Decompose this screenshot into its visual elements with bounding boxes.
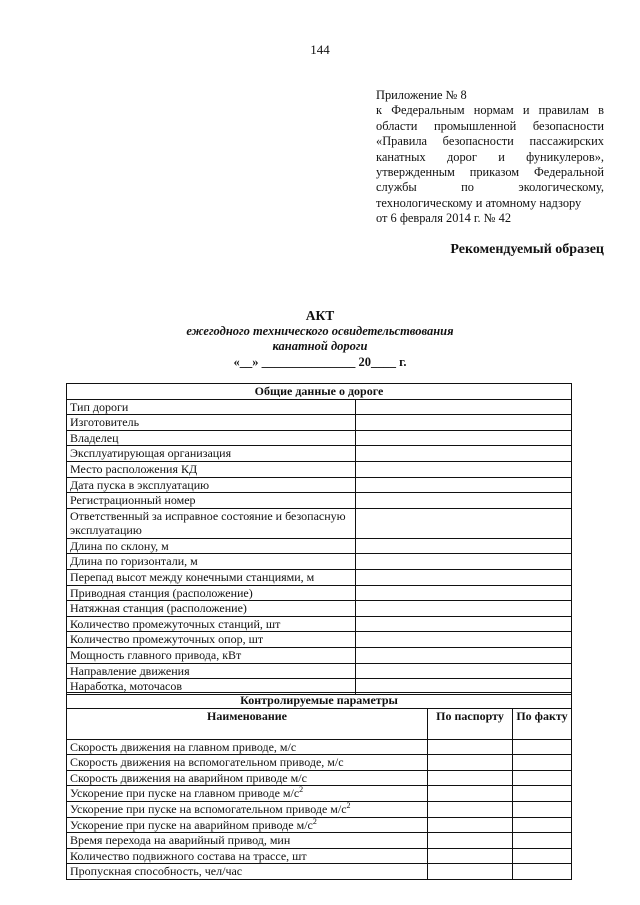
passport-cell[interactable] <box>428 817 513 833</box>
value-cell[interactable] <box>356 647 572 663</box>
table-row <box>67 461 572 477</box>
table-row <box>67 569 572 585</box>
row-label: Дата пуска в эксплуатацию <box>67 477 356 493</box>
table-row <box>67 647 572 663</box>
value-cell[interactable] <box>356 601 572 617</box>
fact-cell[interactable] <box>513 770 572 786</box>
fact-cell[interactable] <box>513 755 572 771</box>
table-row <box>67 616 572 632</box>
fact-cell[interactable] <box>513 864 572 880</box>
row-label: Тип дороги <box>67 399 356 415</box>
value-cell[interactable] <box>356 538 572 554</box>
appendix-line: к Федеральным нормам и правилам в <box>376 103 604 118</box>
table-row <box>67 446 572 462</box>
sample-label: Рекомендуемый образец <box>450 242 604 257</box>
table-row <box>67 493 572 509</box>
act-title: АКТ <box>305 308 335 323</box>
table-row <box>67 538 572 554</box>
row-label: Количество промежуточных опор, шт <box>67 632 356 648</box>
table-row <box>67 508 572 538</box>
table-row <box>67 770 572 786</box>
act-title-block <box>0 308 640 370</box>
fact-cell[interactable] <box>513 848 572 864</box>
table-row <box>67 477 572 493</box>
table-row <box>67 848 572 864</box>
table-row <box>67 601 572 617</box>
value-cell[interactable] <box>356 493 572 509</box>
table-row <box>67 554 572 570</box>
value-cell[interactable] <box>356 461 572 477</box>
row-label: Приводная станция (расположение) <box>67 585 356 601</box>
param-label-cell <box>67 786 428 802</box>
passport-cell[interactable] <box>428 786 513 802</box>
value-cell[interactable] <box>356 616 572 632</box>
page-number: 144 <box>310 42 330 57</box>
appendix-line: утвержденным приказом Федеральной <box>376 165 604 180</box>
params-section-header: Контролируемые параметры <box>67 693 572 709</box>
param-label: Количество подвижного состава на трассе, шт <box>67 848 428 864</box>
row-label: Длина по склону, м <box>67 538 356 554</box>
param-label: Ускорение при пуске на главном приводе м/с <box>70 786 300 801</box>
row-label: Ответственный за исправное состояние и безопасную эксплуатацию <box>67 508 356 538</box>
passport-cell[interactable] <box>428 833 513 849</box>
appendix-line: службы по экологическому, <box>376 180 604 195</box>
value-cell[interactable] <box>356 554 572 570</box>
param-label: Скорость движения на вспомогательном приводе, м/с <box>67 755 428 771</box>
table-row <box>67 632 572 648</box>
appendix-line: области промышленной безопасности <box>376 118 604 133</box>
appendix-line: канатных дорог и фуникулеров», <box>376 149 604 164</box>
value-cell[interactable] <box>356 585 572 601</box>
appendix-note <box>376 88 604 227</box>
row-label: Направление движения <box>67 663 356 679</box>
passport-cell[interactable] <box>428 864 513 880</box>
param-label-cell <box>67 801 428 817</box>
appendix-line: «Правила безопасности пассажирских <box>376 134 604 149</box>
value-cell[interactable] <box>356 508 572 538</box>
value-cell[interactable] <box>356 663 572 679</box>
param-label: Время перехода на аварийный привод, мин <box>67 833 428 849</box>
table-row <box>67 786 572 802</box>
appendix-line: технологическому и атомному надзору <box>376 195 582 210</box>
value-cell[interactable] <box>356 415 572 431</box>
general-section-header: Общие данные о дороге <box>67 384 572 400</box>
act-date-line: «__» _______________ 20____ г. <box>233 354 407 369</box>
controlled-params-table <box>66 692 572 880</box>
table-row <box>67 399 572 415</box>
value-cell[interactable] <box>356 430 572 446</box>
value-cell[interactable] <box>356 399 572 415</box>
column-header-fact: По факту <box>513 708 572 739</box>
table-row <box>67 801 572 817</box>
param-label: Ускорение при пуске на аварийном приводе м/с <box>70 817 313 832</box>
row-label: Перепад высот между конечными станциями, м <box>67 569 356 585</box>
superscript: 2 <box>346 800 351 810</box>
row-label: Количество промежуточных станций, шт <box>67 616 356 632</box>
superscript: 2 <box>312 816 317 826</box>
column-header-passport: По паспорту <box>428 708 513 739</box>
table-row <box>67 739 572 755</box>
passport-cell[interactable] <box>428 801 513 817</box>
fact-cell[interactable] <box>513 739 572 755</box>
table-row <box>67 864 572 880</box>
row-label: Изготовитель <box>67 415 356 431</box>
row-label: Владелец <box>67 430 356 446</box>
param-label-cell <box>67 817 428 833</box>
row-label: Натяжная станция (расположение) <box>67 601 356 617</box>
value-cell[interactable] <box>356 446 572 462</box>
table-row <box>67 430 572 446</box>
row-label: Регистрационный номер <box>67 493 356 509</box>
row-label: Мощность главного привода, кВт <box>67 647 356 663</box>
table-row <box>67 817 572 833</box>
param-label: Скорость движения на главном приводе, м/с <box>67 739 428 755</box>
passport-cell[interactable] <box>428 770 513 786</box>
act-subtitle: ежегодного технического освидетельствования <box>186 323 454 338</box>
row-label: Длина по горизонтали, м <box>67 554 356 570</box>
fact-cell[interactable] <box>513 786 572 802</box>
row-label: Эксплуатирующая организация <box>67 446 356 462</box>
table-row <box>67 833 572 849</box>
passport-cell[interactable] <box>428 739 513 755</box>
row-label: Место расположения КД <box>67 461 356 477</box>
value-cell[interactable] <box>356 632 572 648</box>
fact-cell[interactable] <box>513 817 572 833</box>
table-row <box>67 755 572 771</box>
value-cell[interactable] <box>356 569 572 585</box>
fact-cell[interactable] <box>513 833 572 849</box>
table-row <box>67 585 572 601</box>
table-row <box>67 415 572 431</box>
general-data-table <box>66 383 572 695</box>
passport-cell[interactable] <box>428 755 513 771</box>
param-label: Скорость движения на аварийном приводе м/с <box>67 770 428 786</box>
act-subtitle: канатной дороги <box>272 339 368 354</box>
row-label: Наработка, моточасов <box>67 679 356 695</box>
superscript: 2 <box>299 785 304 795</box>
passport-cell[interactable] <box>428 848 513 864</box>
param-label: Пропускная способность, чел/час <box>67 864 428 880</box>
appendix-line: от 6 февраля 2014 г. № 42 <box>376 211 512 226</box>
value-cell[interactable] <box>356 477 572 493</box>
param-label: Ускорение при пуске на вспомогательном приводе м/с <box>70 801 347 816</box>
appendix-line: Приложение № 8 <box>376 88 467 102</box>
column-header-name: Наименование <box>67 708 428 739</box>
fact-cell[interactable] <box>513 801 572 817</box>
table-row <box>67 663 572 679</box>
